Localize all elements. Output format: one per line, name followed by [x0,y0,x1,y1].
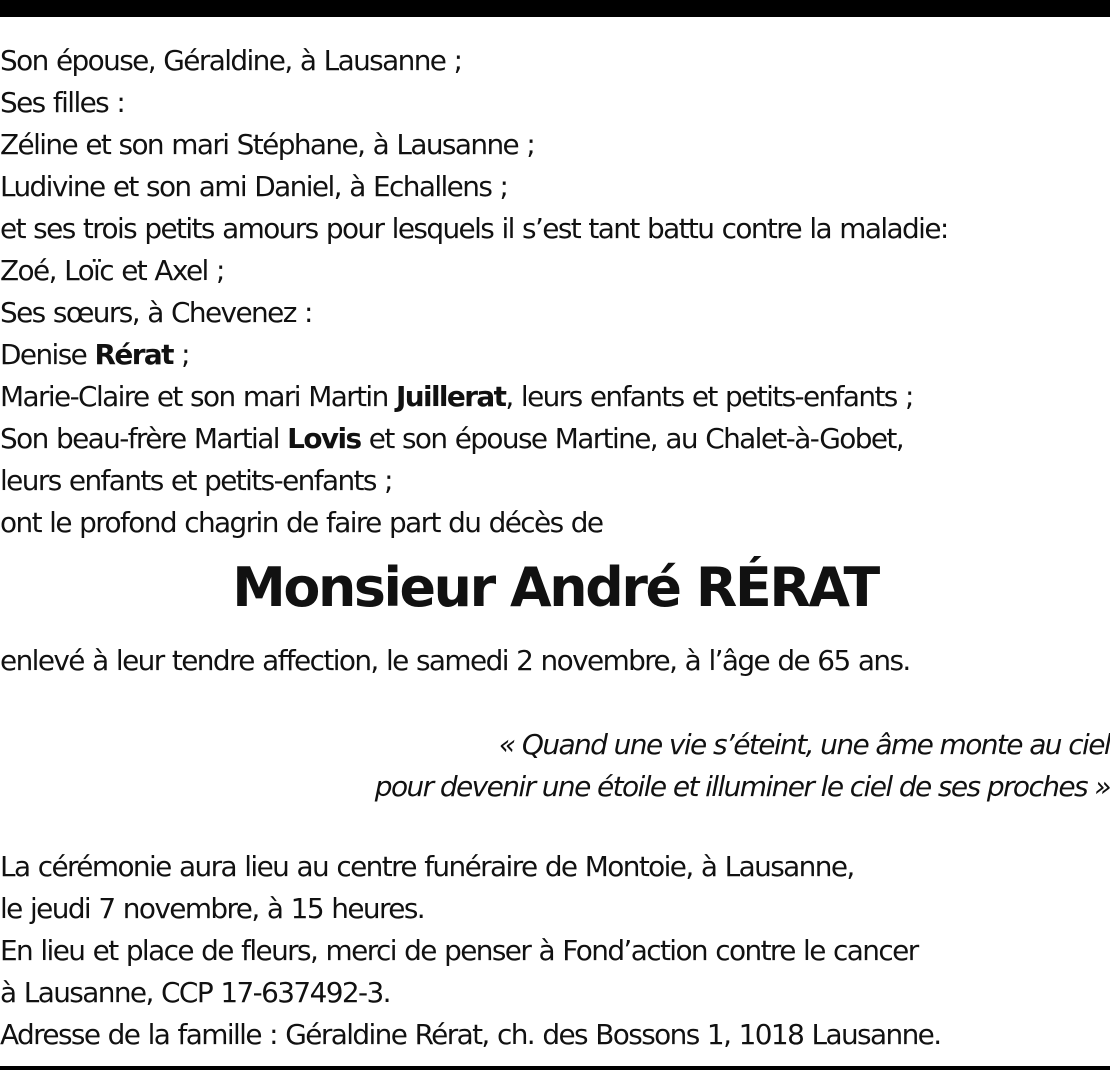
sister-2-end: , leurs enfants et petits-enfants ; [505,380,913,413]
brother-in-law-first: Son beau-frère Martial [0,422,279,455]
grandchildren-intro: et ses trois petits amours pour lesquels il s’est tant battu contre la maladie: [0,212,948,245]
deceased-name: Monsieur André RÉRAT [232,556,878,619]
donation-line-2: à Lausanne, CCP 17-637492-3. [0,976,390,1009]
daughters-intro: Ses filles : [0,86,125,119]
spouse-line: Son épouse, Géraldine, à Lausanne ; [0,44,462,77]
bottom-rule [0,1066,1110,1070]
ceremony-line-2: le jeudi 7 novembre, à 15 heures. [0,892,425,925]
top-rule [0,0,1110,17]
passing-line: enlevé à leur tendre affection, le samedi 2 novembre, à l’âge de 65 ans. [0,644,910,677]
ceremony-line-1: La cérémonie aura lieu au centre funéraire de Montoie, à Lausanne, [0,850,854,883]
family-address: Adresse de la famille : Géraldine Rérat, ch. des Bossons 1, 1018 Lausanne. [0,1018,941,1051]
quote-line-1: « Quand une vie s’éteint, une âme monte au ciel [498,728,1110,761]
sister-line-2 [0,376,1106,418]
sister-1-end: ; [172,338,189,371]
quote-line-2: pour devenir une étoile et illuminer le ciel de ses proches » [374,770,1110,803]
brother-in-law-end: et son épouse Martine, au Chalet-à-Gobet, [360,422,904,455]
brother-in-law-cont: leurs enfants et petits-enfants ; [0,464,392,497]
brother-in-law-surname: Lovis [287,422,361,455]
sister-1-first: Denise [0,338,87,371]
daughter-line-2: Ludivine et son ami Daniel, à Echallens ; [0,170,508,203]
brother-in-law-line [0,418,1106,460]
sister-2-surname: Juillerat [395,380,506,413]
sister-1-surname: Rérat [94,338,173,371]
sisters-intro: Ses sœurs, à Chevenez : [0,296,312,329]
sister-line-1 [0,334,1106,376]
donation-line-1: En lieu et place de fleurs, merci de penser à Fond’action contre le cancer [0,934,918,967]
announcement-line: ont le profond chagrin de faire part du décès de [0,506,603,539]
sister-2-first: Marie-Claire et son mari Martin [0,380,388,413]
daughter-line-1: Zéline et son mari Stéphane, à Lausanne ; [0,128,535,161]
grandchildren-line: Zoé, Loïc et Axel ; [0,254,224,287]
